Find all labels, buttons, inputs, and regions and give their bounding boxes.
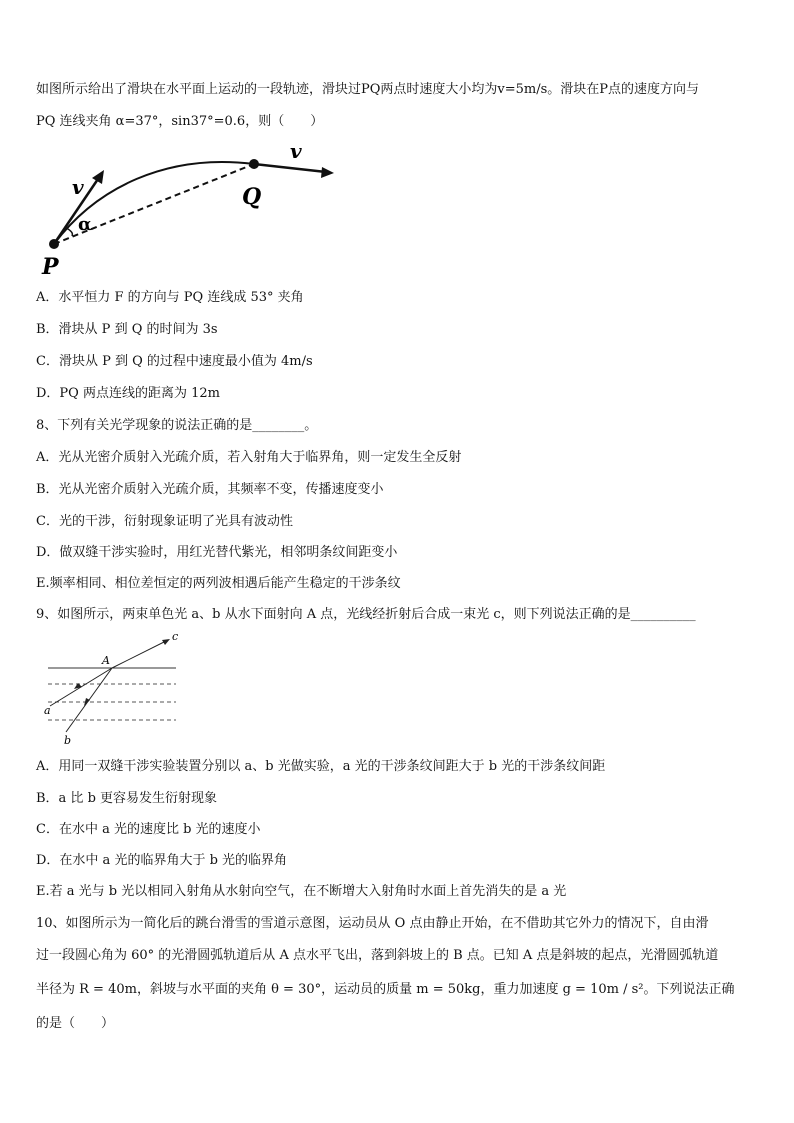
q8-option-c: C．光的干涉，衍射现象证明了光具有波动性 [36, 514, 293, 529]
q10-stem-line1: 10、如图所示为一简化后的跳台滑雪的雪道示意图，运动员从 O 点由静止开始，在不借助其它外力的情况下，自由滑 [36, 916, 709, 931]
q7-option-d: D．PQ 两点连线的距离为 12m [36, 386, 220, 401]
point-p-dot [49, 239, 59, 249]
ray-c [112, 640, 168, 668]
q7-option-c: C．滑块从 P 到 Q 的过程中速度最小值为 4m/s [36, 354, 313, 369]
label-p: P [42, 254, 59, 280]
q9-option-c: C．在水中 a 光的速度比 b 光的速度小 [36, 822, 261, 837]
label-ray-c: c [172, 630, 179, 643]
q9-option-e: E.若 a 光与 b 光以相同入射角从水射向空气，在不断增大入射角时水面上首先消失的是 a 光 [36, 884, 567, 899]
q8-option-b: B．光从光密介质射入光疏介质，其频率不变，传播速度变小 [36, 482, 384, 497]
q8-option-d: D．做双缝干涉实验时，用红光替代紫光，相邻明条纹间距变小 [36, 545, 398, 560]
q9-refraction-figure [36, 628, 186, 748]
label-v-right: v [290, 148, 302, 163]
label-v-left: v [72, 175, 84, 199]
velocity-arrowhead-q [321, 167, 334, 178]
q7-stem-line1: 如图所示给出了滑块在水平面上运动的一段轨迹，滑块过PQ两点时速度大小均为v=5m/s。滑块在P点的速度方向与 [36, 82, 700, 97]
ray-a-arrowhead [74, 683, 82, 689]
q9-stem: 9、如图所示，两束单色光 a、b 从水下面射向 A 点，光线经折射后合成一束光 c，则下列说法正确的是__________ [36, 607, 696, 622]
velocity-arrow-q [254, 164, 326, 172]
q7-trajectory-figure [36, 148, 346, 280]
q9-option-b: B．a 比 b 更容易发生衍射现象 [36, 791, 218, 806]
q7-option-a: A．水平恒力 F 的方向与 PQ 连线成 53° 夹角 [36, 290, 304, 305]
label-a-point: A [102, 654, 110, 667]
q7-stem-line2: PQ 连线夹角 α=37°，sin37°=0.6，则（ ） [36, 114, 324, 129]
q10-stem-line3: 半径为 R = 40m，斜坡与水平面的夹角 θ = 30°，运动员的质量 m = 50kg，重力加速度 g = 10m / s²。下列说法正确 [36, 982, 735, 997]
q8-stem: 8、下列有关光学现象的说法正确的是________。 [36, 418, 318, 433]
q9-option-d: D．在水中 a 光的临界角大于 b 光的临界角 [36, 853, 288, 868]
q10-stem-line4: 的是（ ） [36, 1016, 115, 1031]
label-alpha: α [78, 214, 92, 235]
q9-option-a: A．用同一双缝干涉实验装置分别以 a、b 光做实验，a 光的干涉条纹间距大于 b 光的干涉条纹间距 [36, 759, 606, 774]
q10-stem-line2: 过一段圆心角为 60° 的光滑圆弧轨道后从 A 点水平飞出，落到斜坡上的 B 点。已知 A 点是斜坡的起点，光滑圆弧轨道 [36, 948, 719, 963]
label-ray-b: b [64, 734, 72, 747]
point-q-dot [249, 159, 259, 169]
label-ray-a: a [44, 704, 51, 717]
q8-option-a: A．光从光密介质射入光疏介质，若入射角大于临界角，则一定发生全反射 [36, 450, 462, 465]
alpha-angle-arc [66, 228, 72, 236]
label-q: Q [242, 184, 262, 210]
q8-option-e: E.频率相同、相位差恒定的两列波相遇后能产生稳定的干涉条纹 [36, 576, 401, 591]
velocity-arrowhead-p [92, 170, 104, 184]
q7-option-b: B．滑块从 P 到 Q 的时间为 3s [36, 322, 218, 337]
